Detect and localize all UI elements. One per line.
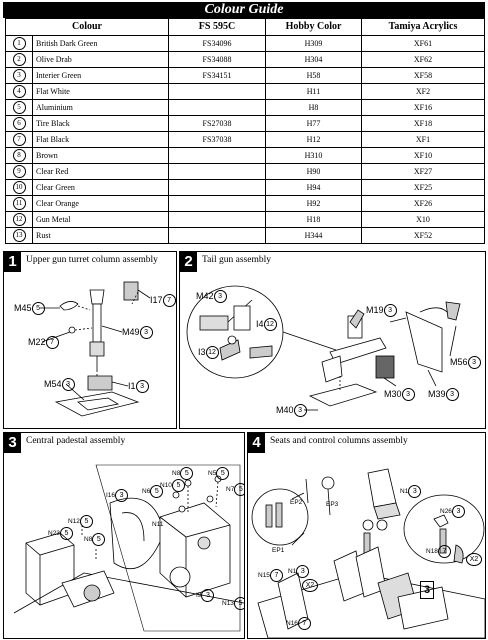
- row-number: [6, 52, 33, 68]
- part-label-ep1: EP1: [272, 547, 285, 554]
- colour-name-cell: Brown: [33, 148, 169, 164]
- row-number-badge: 6: [13, 117, 26, 130]
- part-label-i1: I1 3: [128, 380, 149, 393]
- part-label-m39: M39 3: [428, 388, 459, 401]
- table-row: [6, 196, 485, 212]
- part-label-x2: X2: [466, 553, 482, 566]
- step-1-panel: [3, 251, 177, 429]
- tamiya-cell: XF1: [362, 132, 485, 148]
- part-label-n11: N11: [152, 521, 164, 528]
- part-label-m19: M19 3: [366, 304, 397, 317]
- header-tamiya-acrylics: Tamiya Acrylics: [362, 19, 485, 36]
- row-number: [6, 116, 33, 132]
- hobby-color-cell: H304: [266, 52, 362, 68]
- part-label-i17: I17 7: [150, 294, 176, 307]
- row-number-badge: 10: [13, 181, 26, 194]
- fs595c-cell: FS37038: [169, 132, 266, 148]
- part-label-n8b: N8 5: [84, 533, 105, 546]
- tamiya-cell: XF61: [362, 36, 485, 52]
- table-header-row: [6, 19, 485, 36]
- hobby-color-cell: H12: [266, 132, 362, 148]
- row-number: [6, 212, 33, 228]
- colour-name-cell: Clear Red: [33, 164, 169, 180]
- hobby-color-cell: H18: [266, 212, 362, 228]
- part-label-n15: N15 7: [258, 569, 283, 582]
- table-row: [6, 164, 485, 180]
- fs595c-cell: [169, 212, 266, 228]
- table-row: [6, 100, 485, 116]
- tamiya-cell: XF58: [362, 68, 485, 84]
- hobby-color-cell: H344: [266, 228, 362, 244]
- row-number: [6, 84, 33, 100]
- step-3-illustration: [4, 433, 244, 638]
- table-row: [6, 116, 485, 132]
- colour-guide-table: [5, 18, 485, 244]
- step-title: Upper gun turret column assembly: [26, 255, 158, 265]
- step-3-panel: [3, 432, 245, 639]
- hobby-color-cell: H90: [266, 164, 362, 180]
- fs595c-cell: [169, 100, 266, 116]
- part-label-m54: M54 3: [44, 378, 75, 391]
- colour-name-cell: Flat White: [33, 84, 169, 100]
- part-label-n5: N5 5: [208, 467, 229, 480]
- table-row: [6, 228, 485, 244]
- part-label-m30: M30 3: [384, 388, 415, 401]
- header-hobby-color: Hobby Color: [266, 19, 362, 36]
- row-number: [6, 228, 33, 244]
- row-number-badge: 1: [13, 37, 26, 50]
- part-label-n7: N7 5: [226, 483, 245, 496]
- colour-name-cell: Gun Metal: [33, 212, 169, 228]
- part-label-m22: M22 7: [28, 336, 59, 349]
- hobby-color-cell: H77: [266, 116, 362, 132]
- row-number: [6, 148, 33, 164]
- row-number-badge: 9: [13, 165, 26, 178]
- tamiya-cell: XF62: [362, 52, 485, 68]
- fs595c-cell: FS34151: [169, 68, 266, 84]
- tamiya-cell: XF16: [362, 100, 485, 116]
- fs595c-cell: [169, 84, 266, 100]
- part-label-n26: N26 3: [440, 505, 465, 518]
- part-label-n8: N8 5: [172, 467, 193, 480]
- row-number-badge: 7: [13, 133, 26, 146]
- hobby-color-cell: H8: [266, 100, 362, 116]
- table-row: [6, 84, 485, 100]
- row-number: [6, 196, 33, 212]
- part-label-m45: M45 5: [14, 302, 45, 315]
- part-label-ep2: EP2: [290, 499, 303, 506]
- part-label-i4: I4 12: [256, 318, 277, 331]
- tamiya-cell: XF2: [362, 84, 485, 100]
- step-title: Tail gun assembly: [202, 255, 271, 265]
- tamiya-cell: XF10: [362, 148, 485, 164]
- row-number: [6, 180, 33, 196]
- row-number: [6, 36, 33, 52]
- part-label-i16: I16 3: [106, 489, 128, 502]
- part-label-n18: N18 7: [426, 545, 451, 558]
- colour-name-cell: Olive Drab: [33, 52, 169, 68]
- row-number-badge: 13: [13, 229, 26, 242]
- part-label-m40: M40 3: [276, 404, 307, 417]
- row-number-badge: 3: [13, 69, 26, 82]
- row-number: [6, 68, 33, 84]
- step-number: 1: [4, 252, 21, 272]
- tamiya-cell: X10: [362, 212, 485, 228]
- step-4-illustration: [248, 433, 485, 638]
- fs595c-cell: [169, 180, 266, 196]
- fs595c-cell: FS27038: [169, 116, 266, 132]
- colour-name-cell: Aluminium: [33, 100, 169, 116]
- part-label-i9: I9 3: [196, 589, 214, 602]
- table-row: [6, 132, 485, 148]
- row-number: [6, 132, 33, 148]
- colour-name-cell: Flat Black: [33, 132, 169, 148]
- row-number-badge: 8: [13, 149, 26, 162]
- tamiya-cell: XF26: [362, 196, 485, 212]
- row-number-badge: 5: [13, 101, 26, 114]
- tamiya-cell: XF25: [362, 180, 485, 196]
- table-row: [6, 180, 485, 196]
- colour-name-cell: Tire Black: [33, 116, 169, 132]
- table-row: [6, 68, 485, 84]
- hobby-color-cell: H94: [266, 180, 362, 196]
- row-number-badge: 2: [13, 53, 26, 66]
- colour-name-cell: Clear Green: [33, 180, 169, 196]
- row-number-badge: 11: [13, 197, 26, 210]
- step-number: 3: [4, 433, 21, 453]
- part-label-n12: N12 5: [68, 515, 93, 528]
- part-label-ep3: EP3: [326, 501, 339, 508]
- part-label-n6: N6 5: [142, 485, 163, 498]
- step-title: Seats and control columns assembly: [270, 436, 408, 446]
- step-number: 4: [248, 433, 265, 453]
- hobby-color-cell: H58: [266, 68, 362, 84]
- fs595c-cell: [169, 196, 266, 212]
- row-number-badge: 4: [13, 85, 26, 98]
- colour-guide-title: Colour Guide: [3, 2, 485, 18]
- table-row: [6, 148, 485, 164]
- row-number-badge: 12: [13, 213, 26, 226]
- step-title: Central padestal assembly: [26, 436, 126, 446]
- step-2-panel: [179, 251, 486, 429]
- part-label-n1: N1 3: [400, 485, 421, 498]
- row-number: [6, 100, 33, 116]
- row-number: [6, 164, 33, 180]
- fs595c-cell: FS34088: [169, 52, 266, 68]
- header-fs595c: FS 595C: [169, 19, 266, 36]
- tamiya-cell: XF27: [362, 164, 485, 180]
- colour-guide-body: [6, 36, 485, 244]
- step-number: 2: [180, 252, 197, 272]
- colour-name-cell: British Dark Green: [33, 36, 169, 52]
- colour-name-cell: Clear Orange: [33, 196, 169, 212]
- colour-name-cell: Interier Green: [33, 68, 169, 84]
- tamiya-cell: XF52: [362, 228, 485, 244]
- step-reference-box: 3: [420, 581, 434, 599]
- part-label-n13: N13 5: [222, 597, 245, 610]
- fs595c-cell: [169, 228, 266, 244]
- part-label-n10: N10 5: [160, 479, 185, 492]
- table-row: [6, 36, 485, 52]
- part-label-n1b: N1 3: [288, 565, 309, 578]
- colour-name-cell: Rust: [33, 228, 169, 244]
- hobby-color-cell: H92: [266, 196, 362, 212]
- part-label-m56: M56 3: [450, 356, 481, 369]
- fs595c-cell: FS34096: [169, 36, 266, 52]
- part-label-i3: I3 12: [198, 346, 219, 359]
- fs595c-cell: [169, 164, 266, 180]
- hobby-color-cell: H309: [266, 36, 362, 52]
- header-colour: Colour: [6, 19, 169, 36]
- fs595c-cell: [169, 148, 266, 164]
- part-label-n23: N23 5: [48, 527, 73, 540]
- table-row: [6, 212, 485, 228]
- table-row: [6, 52, 485, 68]
- hobby-color-cell: H11: [266, 84, 362, 100]
- step-4-panel: [247, 432, 486, 639]
- part-label-x2b: X2: [302, 579, 318, 592]
- part-label-n16: N16 7: [286, 617, 311, 630]
- step-2-illustration: [180, 252, 485, 428]
- hobby-color-cell: H310: [266, 148, 362, 164]
- tamiya-cell: XF18: [362, 116, 485, 132]
- part-label-m42: M42 3: [196, 290, 227, 303]
- part-label-m49: M49 3: [122, 326, 153, 339]
